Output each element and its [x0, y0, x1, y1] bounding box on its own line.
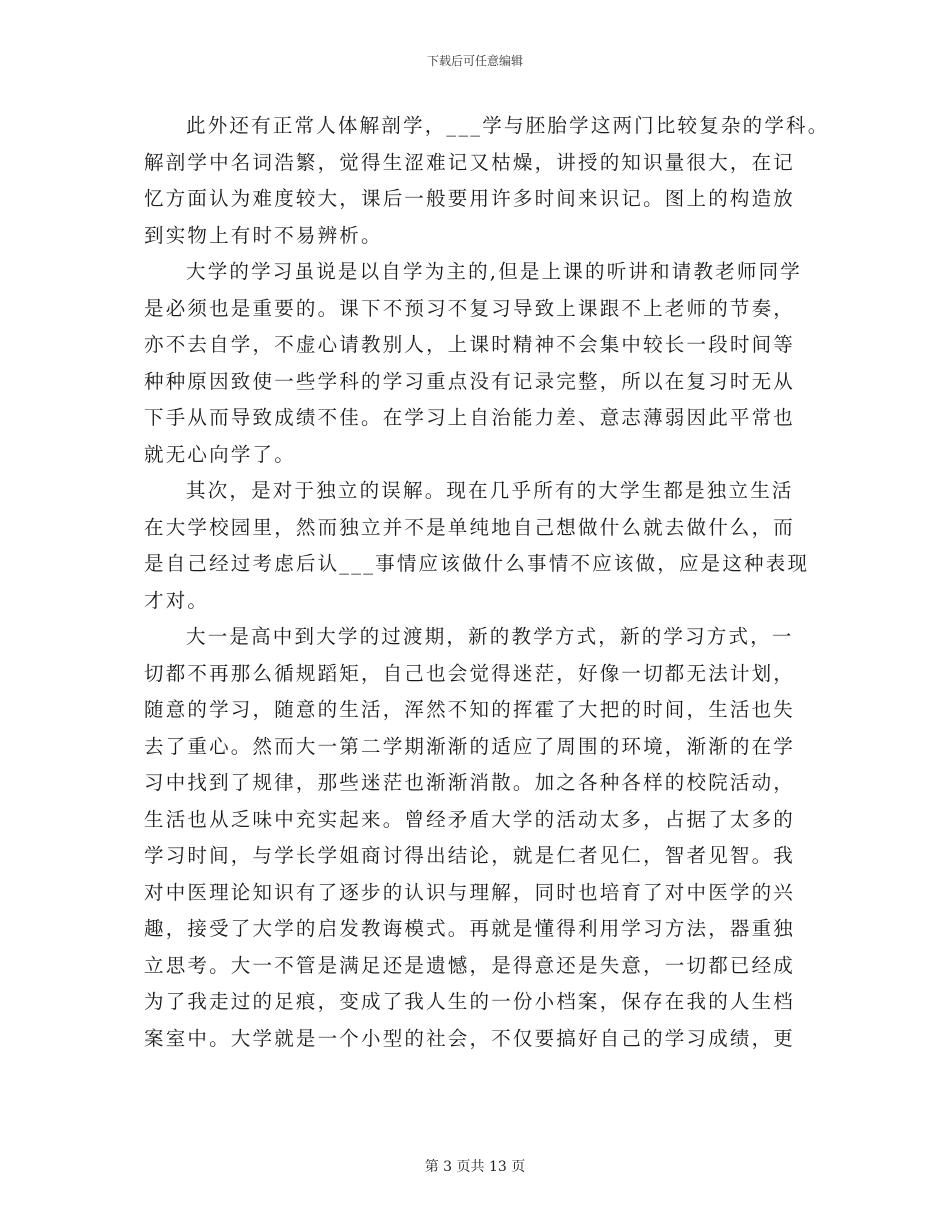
document-body [144, 108, 830, 1057]
paragraph-line: 生活也从乏味中充实起来。曾经矛盾大学的活动太多，占据了太多的 [144, 807, 796, 831]
page-header: 下载后可任意编辑 [426, 54, 523, 68]
paragraph-line: 忆方面认为难度较大，课后一般要用许多时间来识记。图上的构造放 [144, 187, 796, 210]
paragraph-line: 随意的学习，随意的生活，浑然不知的挥霍了大把的时间，生活也失 [144, 698, 796, 721]
paragraph-line: 为了我走过的足痕，变成了我人生的一份小档案，保存在我的人生档 [144, 990, 796, 1013]
paragraph-line: 大一是高中到大学的过渡期，新的教学方式，新的学习方式，一 [186, 625, 794, 648]
paragraph-line: 趣，接受了大学的启发教诲模式。再就是懂得利用学习方法，器重独 [144, 917, 796, 940]
paragraph-line: 学习时间，与学长学姐商讨得出结论，就是仁者见仁，智者见智。我 [144, 844, 796, 867]
paragraph-line: 亦不去自学，不虚心请教别人，上课时精神不会集中较长一段时间等 [144, 333, 796, 356]
paragraph-line: 解剖学中名词浩繁，觉得生涩难记又枯燥，讲授的知识量很大，在记 [144, 150, 796, 174]
paragraph-line: 大学的学习虽说是以自学为主的,但是上课的听讲和请教老师同学 [186, 260, 802, 283]
paragraph-line: 立思考。大一不管是满足还是遗憾，是得意还是失意，一切都已经成 [144, 953, 796, 977]
paragraph-1 [144, 108, 830, 254]
paragraph-line: 去了重心。然而大一第二学期渐渐的适应了周围的环境，渐渐的在学 [144, 734, 796, 758]
page-number: 第 3 页共 13 页 [424, 1159, 526, 1175]
paragraph-2 [144, 254, 804, 473]
paragraph-line: 习中找到了规律，那些迷茫也渐渐消散。加之各种各样的校院活动， [144, 771, 796, 794]
paragraph-line: 是自己经过考虑后认___事情应该做什么事情不应该做，应是这种表现 [144, 552, 810, 575]
paragraph-line: 此外还有正常人体解剖学，___学与胚胎学这两门比较复杂的学科。 [186, 114, 830, 137]
paragraph-line: 种种原因致使一些学科的学习重点没有记录完整，所以在复习时无从 [144, 369, 796, 393]
paragraph-line: 切都不再那么循规蹈矩，自己也会觉得迷茫，好像一切都无法计划， [144, 661, 796, 685]
paragraph-line: 其次，是对于独立的误解。现在几乎所有的大学生都是独立生活 [186, 479, 794, 502]
paragraph-4 [144, 619, 804, 1057]
paragraph-line: 下手从而导致成绩不佳。在学习上自治能力差、意志薄弱因此平常也 [144, 406, 796, 429]
paragraph-3 [144, 473, 810, 619]
paragraph-line: 在大学校园里，然而独立并不是单纯地自己想做什么就去做什么，而 [144, 515, 796, 539]
paragraph-line: 才对。 [144, 588, 210, 612]
paragraph-line: 就无心向学了。 [144, 442, 296, 466]
paragraph-line: 案室中。大学就是一个小型的社会，不仅要搞好自己的学习成绩，更 [144, 1026, 796, 1050]
paragraph-line: 对中医理论知识有了逐步的认识与理解，同时也培育了对中医学的兴 [144, 880, 796, 904]
paragraph-line: 是必须也是重要的。课下不预习不复习导致上课跟不上老师的节奏， [144, 296, 796, 320]
paragraph-line: 到实物上有时不易辨析。 [144, 223, 383, 247]
